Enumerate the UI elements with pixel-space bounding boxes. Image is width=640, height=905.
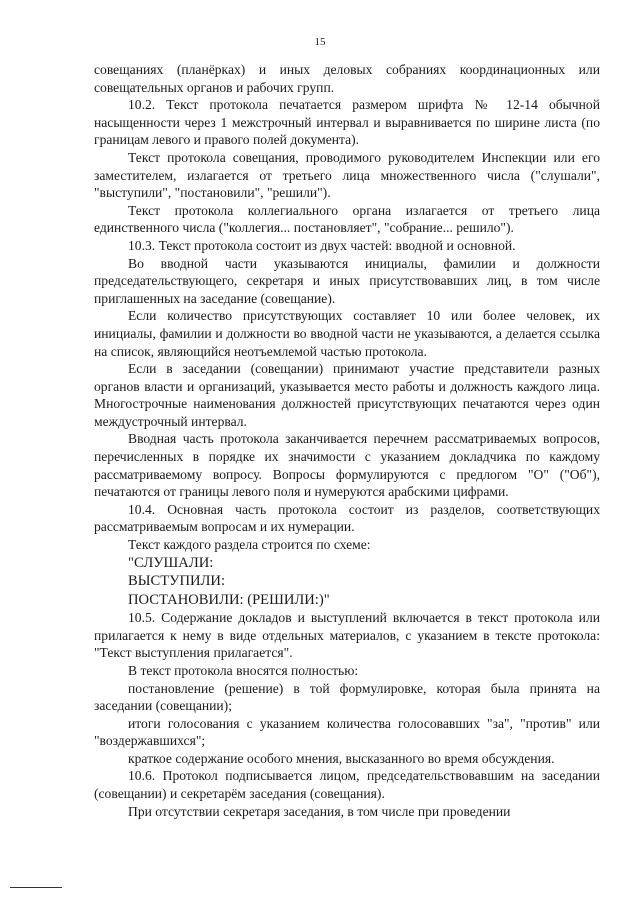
paragraph: Если количество присутствующих составляет 10 или более человек, их инициалы, фамилии и должности во вводной части не указываются, а делается ссылка на список, являющийся неотъемлемой частью протокола. xyxy=(94,308,600,359)
scheme-line: "СЛУШАЛИ: xyxy=(128,554,214,571)
scheme-line: ВЫСТУПИЛИ: xyxy=(128,573,226,590)
paragraph: Текст протокола коллегиального органа излагается от третьего лица единственного числа ("коллегия... постановляет", "собрание... решило"). xyxy=(94,202,600,236)
paragraph: итоги голосования с указанием количества голосовавших "за", "против" или "воздержавшихся"; xyxy=(94,715,600,749)
paragraph: Если в заседании (совещании) принимают участие представители разных органов власти и организаций, указывается место работы и должность каждого лица. Многострочные наименования должностей присутствующих печатаются через один междустрочный интервал. xyxy=(94,361,600,429)
paragraph: 10.4. Основная часть протокола состоит из разделов, соответствующих рассматриваемым вопросам и их нумерации. xyxy=(94,501,600,535)
paragraph: Текст каждого раздела строится по схеме: xyxy=(128,537,371,553)
paragraph: краткое содержание особого мнения, высказанного во время обсуждения. xyxy=(128,750,555,766)
paragraph: Во вводной части указываются инициалы, фамилии и должности председательствующего, секретаря и иных присутствовавших лиц, в том числе приглашенных на заседание (совещание). xyxy=(94,255,600,306)
paragraph: 10.3. Текст протокола состоит из двух частей: вводной и основной. xyxy=(128,237,516,253)
page-number: 15 xyxy=(314,36,326,48)
paragraph: 10.6. Протокол подписывается лицом, председательствовавшим на заседании (совещании) и секретарём заседания (совещания). xyxy=(94,768,600,802)
paragraph: Текст протокола совещания, проводимого руководителем Инспекции или его заместителем, излагается от третьего лица множественного числа ("слушали", "выступили", "постановили", "решили"). xyxy=(94,149,600,201)
paragraph: 10.2. Текст протокола печатается размером шрифта № 12-14 обычной насыщенности через 1 межстрочный интервал и выравнивается по ширине листа (по границам левого и правого полей документа). xyxy=(94,97,600,148)
footnote-divider xyxy=(10,887,62,888)
paragraph: Вводная часть протокола заканчивается перечнем рассматриваемых вопросов, перечисленных в порядке их значимости с указанием докладчика по каждому рассматриваемому вопросу. Вопросы формулируются с предлогом "О" ("Об"), печатаются от границы левого поля и нумеруются арабскими цифрами. xyxy=(94,431,600,500)
paragraph: совещаниях (планёрках) и иных деловых собраниях координационных или совещательных органов и рабочих групп. xyxy=(94,62,600,95)
scheme-line: ПОСТАНОВИЛИ: (РЕШИЛИ:)" xyxy=(128,591,330,608)
paragraph: постановление (решение) в той формулировке, которая была принята на заседании (совещании); xyxy=(94,680,600,714)
paragraph: 10.5. Содержание докладов и выступлений включается в текст протокола или прилагается к нему в виде отдельных материалов, с указанием в тексте протокола: "Текст выступления прилагается". xyxy=(94,610,600,661)
paragraph: В текст протокола вносятся полностью: xyxy=(128,662,359,678)
document-body xyxy=(94,61,600,820)
paragraph: При отсутствии секретаря заседания, в том числе при проведении xyxy=(128,803,511,819)
